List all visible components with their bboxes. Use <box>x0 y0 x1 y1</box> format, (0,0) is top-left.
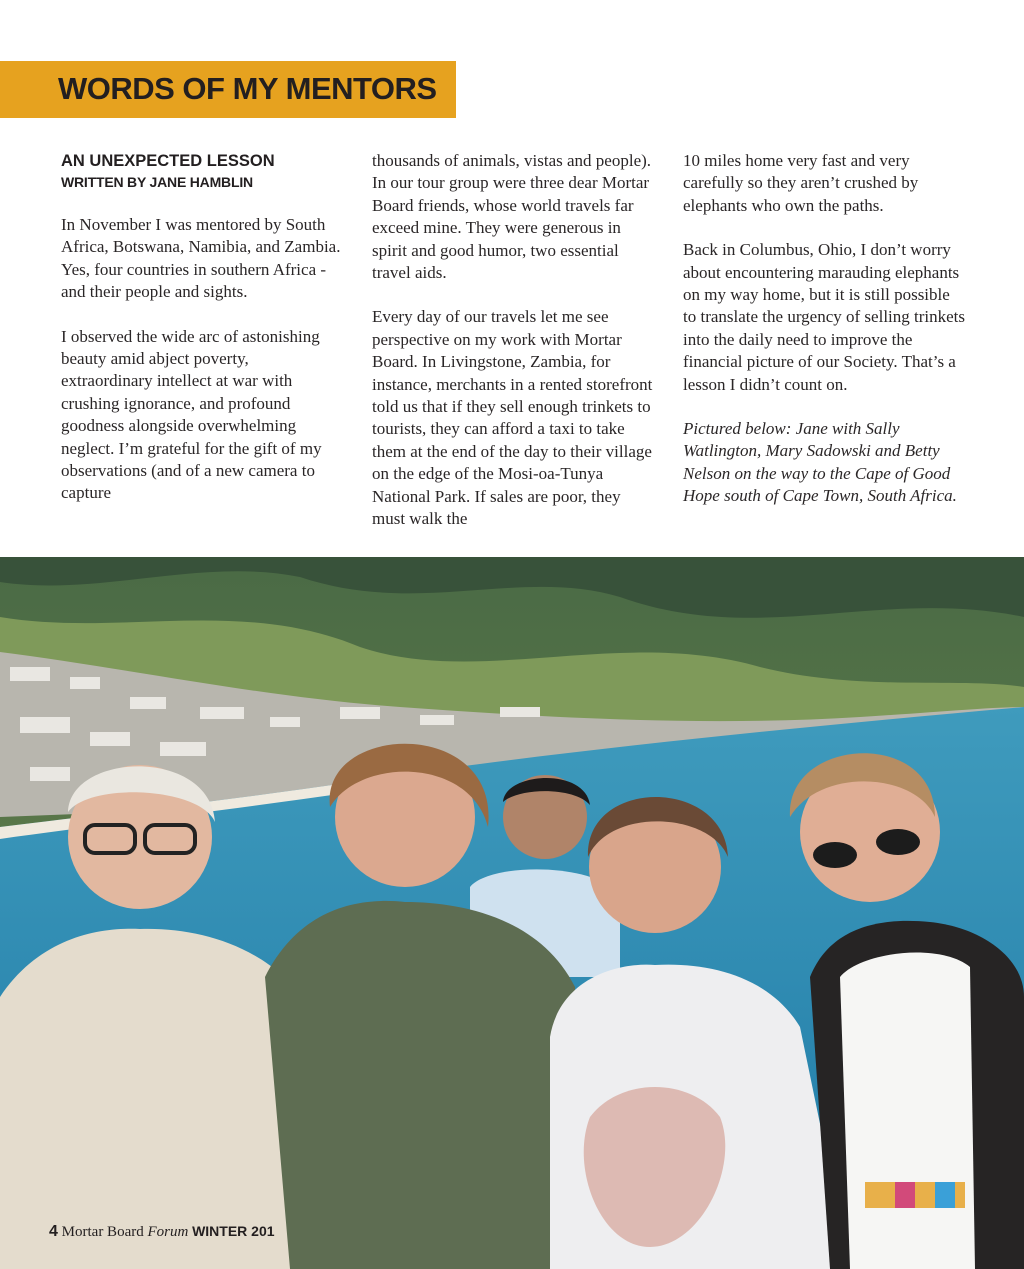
section-title: WORDS OF MY MENTORS <box>58 71 437 106</box>
paragraph: 10 miles home very fast and very carefully so they aren’t crushed by elephants who own the paths. <box>683 151 919 215</box>
publication-name: Mortar Board <box>61 1224 144 1240</box>
article-column-3 <box>683 150 965 530</box>
paragraph: thousands of animals, vistas and people). In our tour group were three dear Mortar Board friends, whose world travels far exceed mine. They were generous in spirit and good humor, two essential travel aids. <box>372 151 652 283</box>
paragraph: Back in Columbus, Ohio, I don’t worry about encountering marauding elephants on my way home, but it is still possible to translate the urgency of selling trinkets into the daily need to improve the financial picture of our Society. That’s a lesson I didn’t count on. <box>683 240 966 394</box>
paragraph: I observed the wide arc of astonishing beauty amid abject poverty, extraordinary intellect at war with crushing ignorance, and profound goodness alongside overwhelming neglect. I’m grateful for the gift of my observations (and of a new camera to capture <box>61 326 322 503</box>
page-number: 4 <box>49 1223 58 1240</box>
article-headline: AN UNEXPECTED LESSON <box>61 152 275 170</box>
page-footer <box>49 1221 275 1242</box>
article-byline: WRITTEN BY JANE HAMBLIN <box>61 174 253 190</box>
section-banner <box>0 61 456 118</box>
paragraph: Every day of our travels let me see perspective on my work with Mortar Board. In Livingstone, Zambia, for instance, merchants in a rented storefront told us that if they sell enough trinkets to tourists, they can afford a taxi to take them at the end of the day to their village on the edge of the Mosi-oa-Tunya National Park. If sales are poor, they must walk the <box>372 307 653 529</box>
group-photo <box>0 557 1024 1269</box>
article-column-2 <box>372 150 654 553</box>
paragraph: In November I was mentored by South Africa, Botswana, Namibia, and Zambia. Yes, four countries in southern Africa - and their people and sights. <box>61 215 341 302</box>
publication-forum: Forum <box>147 1224 189 1240</box>
issue-label: WINTER 201 <box>192 1223 275 1239</box>
photo-caption: Pictured below: Jane with Sally Watlington, Mary Sadowski and Betty Nelson on the way to the Cape of Good Hope south of Cape Town, South Africa. <box>683 419 957 506</box>
article-column-1 <box>61 150 343 527</box>
